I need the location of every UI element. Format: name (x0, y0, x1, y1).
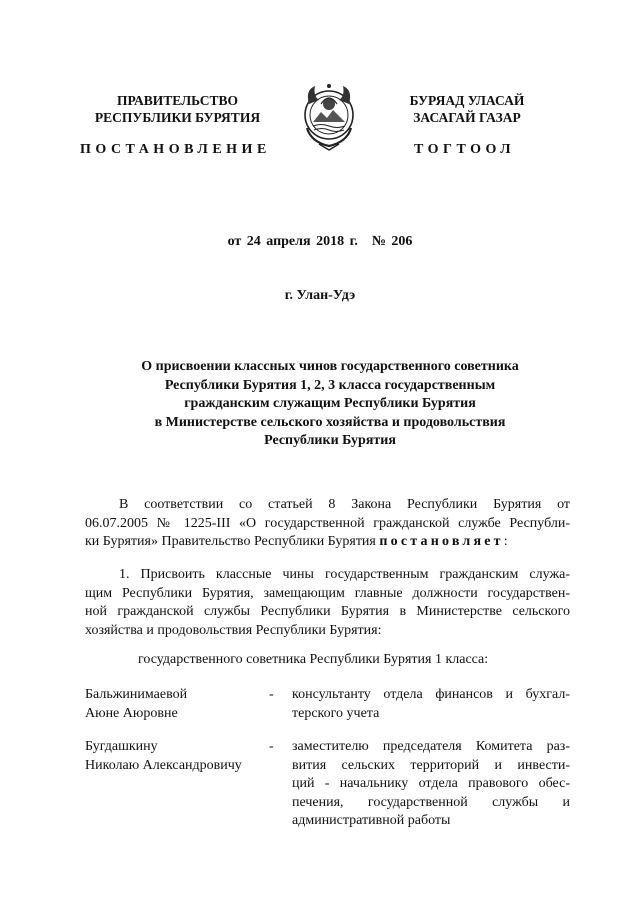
document-number: № 206 (371, 234, 413, 249)
paragraph-line: ной гражданской службы Республики Бурятия в Министерстве сельского (85, 604, 570, 619)
header-right-block (372, 92, 562, 126)
header-right-line2: ЗАСАГАЙ ГАЗАР (413, 110, 521, 125)
doc-type-right: ТОГТООЛ (414, 142, 516, 157)
date-number-line (0, 234, 640, 250)
title-line: гражданским служащим Республики Бурятия (184, 396, 476, 411)
person-dash: - (269, 739, 274, 754)
doc-type-left: ПОСТАНОВЛЕНИЕ (80, 142, 271, 157)
intro-line: 06.07.2005 № 1225-III «О государственной гражданской службе Республи- (85, 515, 570, 531)
position-line: административной работы (292, 813, 451, 828)
position-line: печения, государственной службы и (292, 794, 570, 810)
header-left-block (80, 92, 275, 126)
intro-paragraph (85, 496, 570, 552)
document-title (80, 358, 580, 451)
paragraph-1 (85, 566, 570, 640)
person-name (85, 738, 275, 775)
person-position (292, 686, 570, 723)
paragraph-line: 1. Присвоить классные чины государственным гражданским служа- (119, 567, 570, 582)
person-name (85, 686, 275, 723)
position-line: ций - начальнику отдела правового обес- (292, 776, 570, 791)
document-date: от 24 апреля 2018 г. (227, 234, 358, 249)
intro-last-line (85, 533, 570, 552)
title-line: О присвоении классных чинов государственного советника (141, 359, 519, 374)
position-line: вития сельских территорий и инвести- (292, 757, 570, 773)
person-name-line1: Бугдашкину (85, 739, 158, 754)
person-position (292, 738, 570, 831)
intro-last-suffix: : (503, 534, 508, 549)
position-line: консультанту отдела финансов и бухгал- (292, 687, 570, 702)
title-line: Республики Бурятия 1, 2, 3 класса государственным (164, 377, 496, 393)
person-name-line1: Бальжинимаевой (85, 687, 188, 702)
header-left-line1: ПРАВИТЕЛЬСТВО (116, 93, 238, 108)
city: г. Улан-Удэ (284, 288, 356, 303)
position-line: терского учета (292, 705, 380, 721)
person-name-line2: Аюне Аюровне (85, 705, 178, 721)
paragraph-line: щим Республики Бурятия, замещающим главные должности государствен- (85, 585, 570, 601)
intro-last-prefix: ки Бурятия» Правительство Республики Бурятия (85, 534, 380, 549)
person-dash: - (269, 687, 274, 702)
header-left-line2: РЕСПУБЛИКИ БУРЯТИЯ (94, 110, 261, 125)
title-line: в Министерстве сельского хозяйства и продовольствия (154, 414, 506, 430)
rank-subheading: государственного советника Республики Бурятия 1 класса: (138, 652, 489, 667)
position-line: заместителю председателя Комитета раз- (292, 739, 570, 754)
intro-keyword: постановляет (379, 534, 504, 549)
title-line: Республики Бурятия (264, 433, 396, 448)
intro-line: В соответствии со статьей 8 Закона Республики Бурятия от (119, 497, 570, 512)
person-name-line2: Николаю Александровичу (85, 757, 242, 773)
header-right-line1: БУРЯАД УЛАСАЙ (409, 93, 525, 108)
paragraph-line: хозяйства и продовольствия Республики Бурятия: (85, 622, 382, 638)
coat-of-arms-emblem (301, 82, 357, 152)
